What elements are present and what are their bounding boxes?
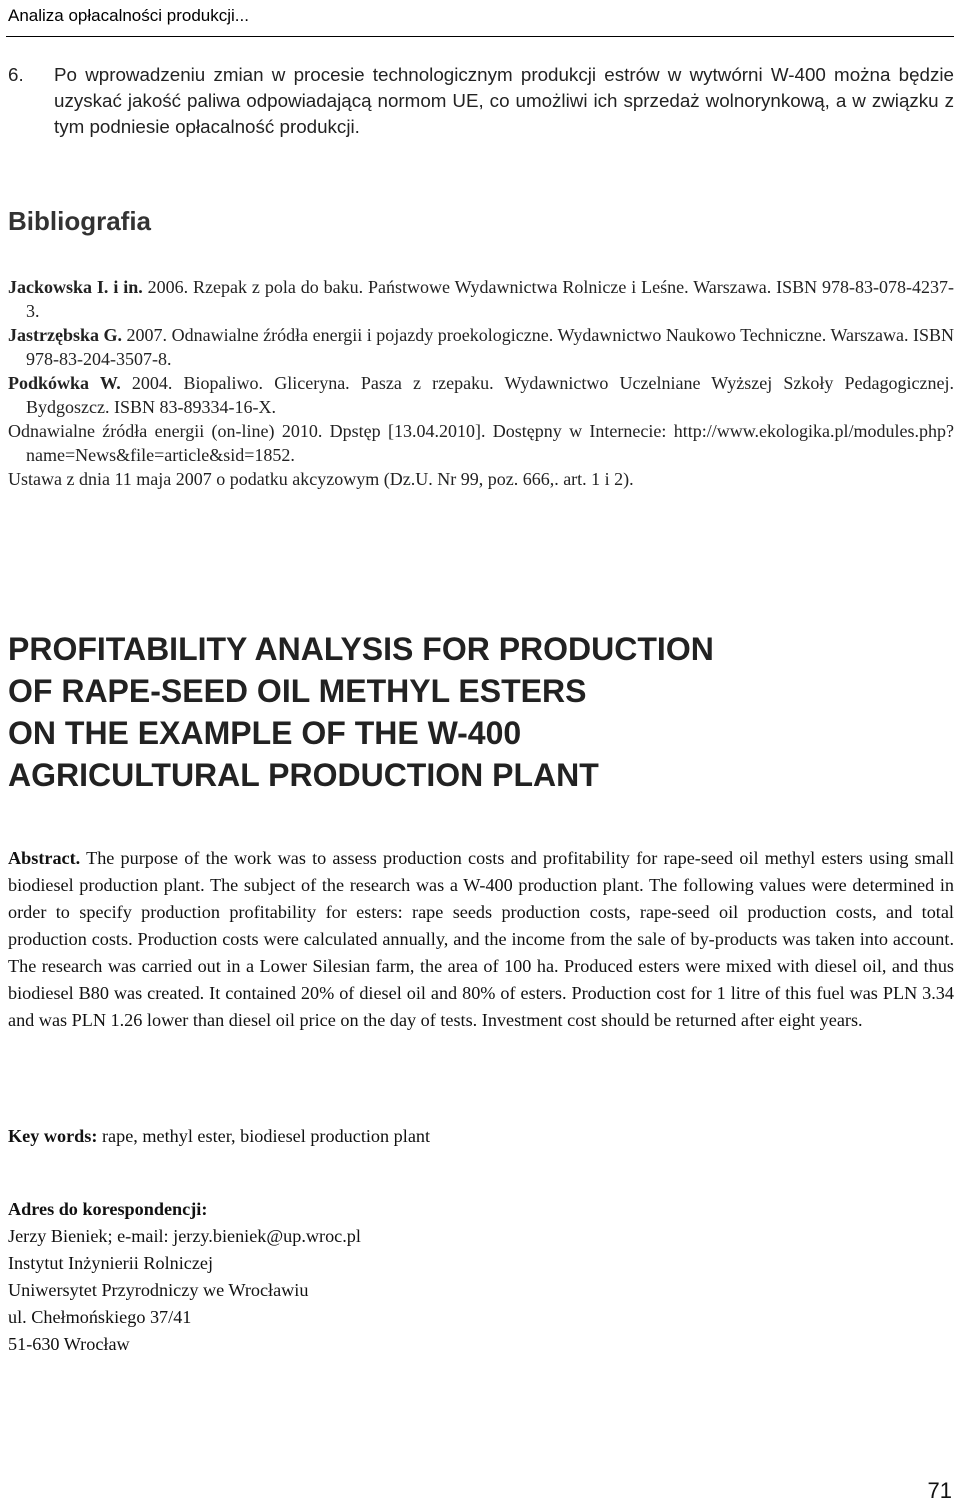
address-line: Instytut Inżynierii Rolniczej <box>8 1253 214 1273</box>
bibliography-entry <box>8 419 954 467</box>
address-label: Adres do korespondencji: <box>8 1199 208 1219</box>
address-line: Uniwersytet Przyrodniczy we Wrocławiu <box>8 1280 309 1300</box>
abstract <box>8 845 954 1034</box>
bibliography-entry <box>8 467 954 491</box>
bibliography-heading: Bibliografia <box>8 206 152 236</box>
english-title-line: ON THE EXAMPLE OF THE W-400 <box>8 715 522 751</box>
bibliography-text: 2004. Biopaliwo. Gliceryna. Pasza z rzepaku. Wydawnictwo Uczelniane Wyższej Szkoły Pedagogicznej. Bydgoszcz. ISBN 83-89334-16-X. <box>26 373 954 417</box>
conclusion-item-6 <box>8 62 954 140</box>
abstract-text: The purpose of the work was to assess production costs and profitability for rape-seed oil methyl esters using small biodiesel production plant. The subject of the research was a W-400 production plant. The following values were determined in order to specify production profitability for esters: rape seeds production costs, rape-seed oil production costs, and total production costs. Production costs were calculated annually, and the income from the sale of by-products was taken into account. The research was carried out in a Lower Silesian farm, the area of 100 ha. Produced esters were mixed with diesel oil, and thus biodiesel B80 was created. It contained 20% of diesel oil and 80% of esters. Production cost for 1 litre of this fuel was PLN 3.34 and was PLN 1.26 lower than diesel oil price on the day of tests. Investment cost should be returned after eight years. <box>8 848 954 1030</box>
address-line: Jerzy Bieniek; e-mail: jerzy.bieniek@up.wroc.pl <box>8 1226 361 1246</box>
address-line: ul. Chełmońskiego 37/41 <box>8 1307 192 1327</box>
bibliography-text: Odnawialne źródła energii (on-line) 2010. Dpstęp [13.04.2010]. Dostępny w Internecie: http://www.ekologika.pl/modules.php?name=News&file=article&sid=1852. <box>8 421 954 465</box>
bibliography-list <box>8 275 954 491</box>
bibliography-entry <box>8 371 954 419</box>
bibliography-entry <box>8 275 954 323</box>
bibliography-author: Jastrzębska G. <box>8 325 123 345</box>
header-divider <box>6 36 954 37</box>
english-title-line: OF RAPE-SEED OIL METHYL ESTERS <box>8 673 587 709</box>
bibliography-author: Jackowska I. i in. <box>8 277 143 297</box>
bibliography-text: Ustawa z dnia 11 maja 2007 o podatku akcyzowym (Dz.U. Nr 99, poz. 666,. art. 1 i 2). <box>8 469 634 489</box>
conclusion-number: 6. <box>8 64 24 85</box>
running-header: Analiza opłacalności produkcji... <box>8 6 249 25</box>
english-title <box>8 628 954 796</box>
keywords <box>8 1123 954 1150</box>
abstract-label: Abstract. <box>8 848 81 868</box>
bibliography-author: Podkówka W. <box>8 373 121 393</box>
keywords-label: Key words: <box>8 1126 98 1146</box>
bibliography-text: 2007. Odnawialne źródła energii i pojazdy proekologiczne. Wydawnictwo Naukowo Techniczne. Warszawa. ISBN 978-83-204-3507-8. <box>26 325 954 369</box>
bibliography-entry <box>8 323 954 371</box>
correspondence-address <box>8 1196 954 1358</box>
english-title-line: PROFITABILITY ANALYSIS FOR PRODUCTION <box>8 631 714 667</box>
keywords-text: rape, methyl ester, biodiesel production plant <box>97 1126 431 1146</box>
address-line: 51-630 Wrocław <box>8 1334 130 1354</box>
page-number: 71 <box>927 1478 952 1503</box>
conclusion-text: Po wprowadzeniu zmian w procesie technologicznym produkcji estrów w wytwórni W-400 można będzie uzyskać jakość paliwa odpowiadającą normom UE, co umożliwi ich sprzedaż wolnorynkową, a w związku z tym podniesie opłacalność produkcji. <box>54 64 954 137</box>
english-title-line: AGRICULTURAL PRODUCTION PLANT <box>8 757 599 793</box>
bibliography-text: 2006. Rzepak z pola do baku. Państwowe Wydawnictwa Rolnicze i Leśne. Warszawa. ISBN 978-83-078-4237-3. <box>26 277 954 321</box>
